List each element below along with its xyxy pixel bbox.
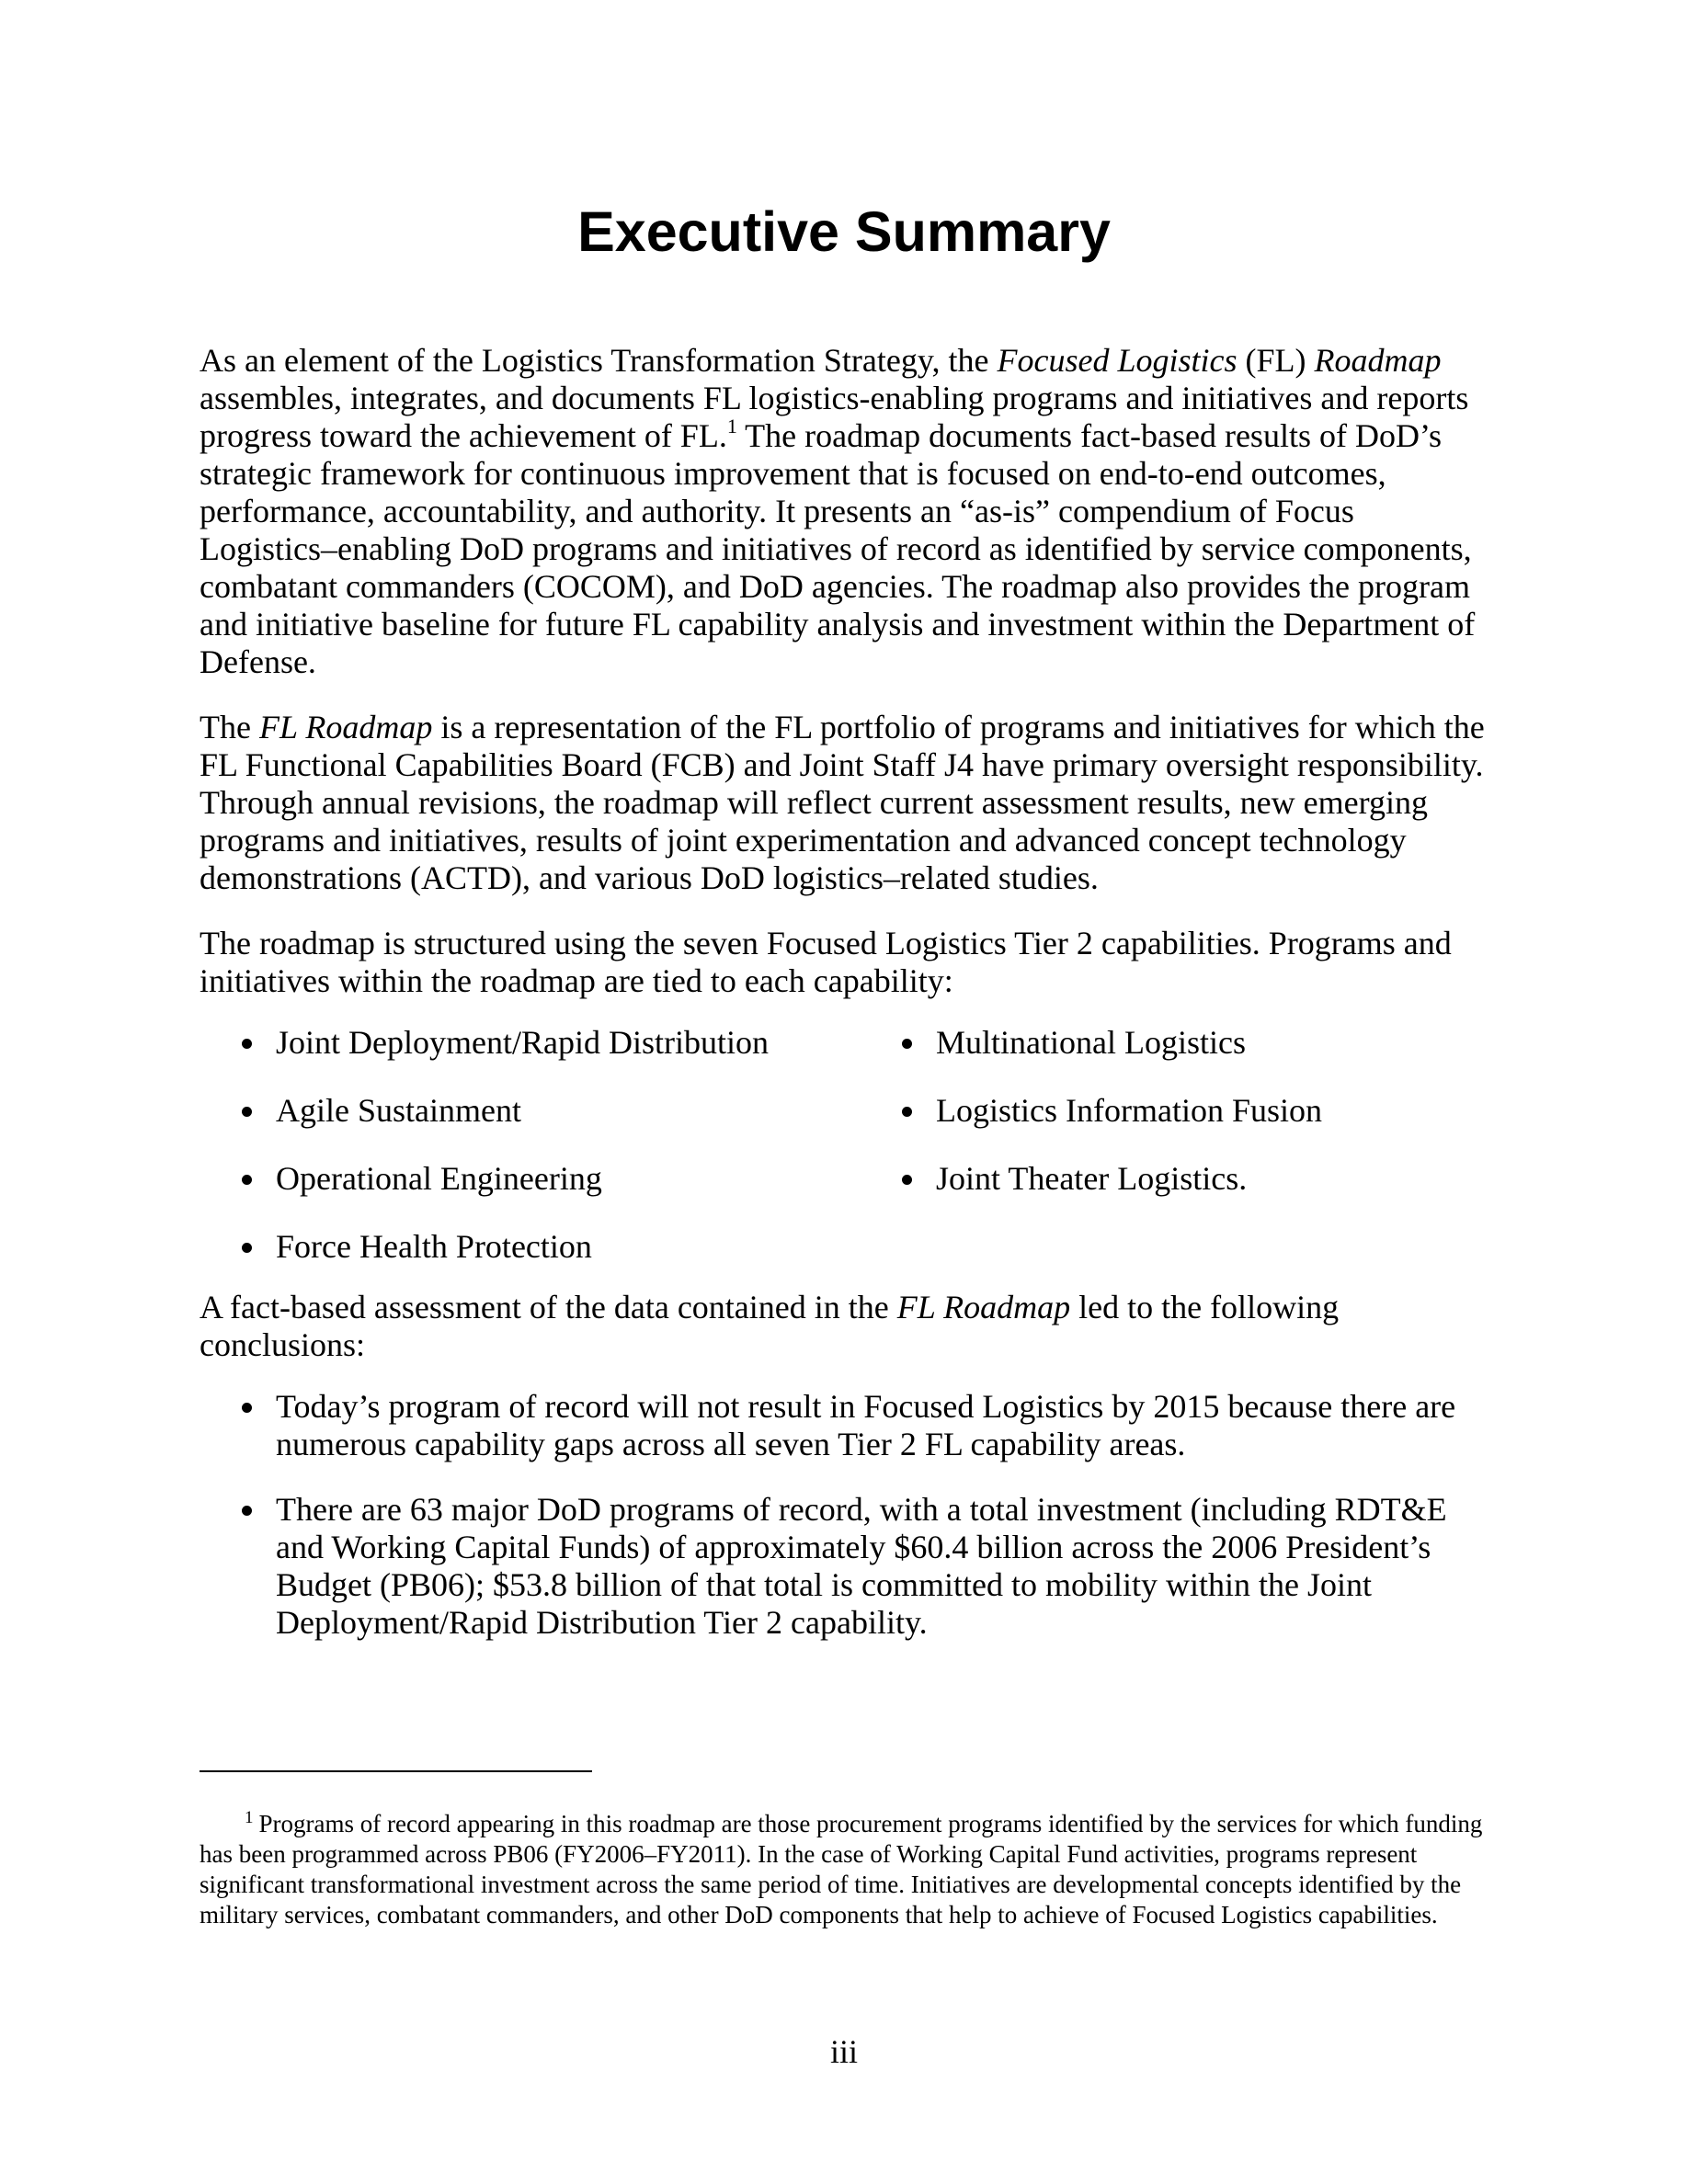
italic-title-roadmap: Roadmap [1314, 342, 1442, 379]
italic-title-fl-roadmap: FL Roadmap [896, 1289, 1071, 1325]
list-item: Joint Theater Logistics. [860, 1160, 1496, 1198]
list-item: Force Health Protection [200, 1228, 860, 1266]
structure-paragraph: The roadmap is structured using the seven Focused Logistics Tier 2 capabilities. Programs and initiatives within the roadmap are tied to each capability: [200, 925, 1452, 999]
footnote-mark: 1 [245, 1808, 254, 1827]
list-item: Agile Sustainment [200, 1092, 860, 1130]
intro-paragraph [200, 342, 1496, 681]
assessment-paragraph [200, 1289, 1496, 1364]
text-run: is a representation of the FL portfolio of programs and initiatives for which the FL Functional Capabilities Board (FCB) and Joint Staff J4 have primary oversight responsibility. Through annual revisions, the roadmap will reflect current assessment results, new emerging programs and initiatives, results of joint experimentation and advanced concept technology demonstrations (ACTD), and various DoD logistics–related studies. [200, 709, 1485, 896]
body-text [200, 342, 1496, 1669]
list-item: Multinational Logistics [860, 1024, 1496, 1062]
text-run: assembles, integrates, and documents FL logistics-enabling programs and initiatives and reports progress toward the achievement of FL. [200, 380, 1469, 454]
text-run: The [200, 709, 259, 745]
text-run: (FL) [1237, 342, 1315, 379]
text-run: The roadmap documents fact-based results of DoD’s strategic framework for continuous improvement that is focused on end-to-end outcomes, performance, accountability, and authority. It presents an “as-is” compendium of Focus Logistics–enabling DoD programs and initiatives of record as identified by service components, combatant commanders (COCOM), and DoD agencies. The roadmap also provides the program and initiative baseline for future FL capability analysis and investment within the Department of Defense. [200, 417, 1476, 680]
conclusions-list [200, 1388, 1496, 1642]
list-item: There are 63 major DoD programs of record, with a total investment (including RDT&E and Working Capital Funds) of approximately $60.4 billion across the 2006 President’s Budget (PB06); $53.8 billion of that total is committed to mobility within the Joint Deployment/Rapid Distribution Tier 2 capability. [200, 1491, 1496, 1642]
list-item: Joint Deployment/Rapid Distribution [200, 1024, 860, 1062]
text-run: led to the following conclusions: [200, 1289, 1340, 1363]
capabilities-list [200, 1024, 1496, 1266]
portfolio-paragraph [200, 709, 1496, 897]
footnote-text: Programs of record appearing in this roadmap are those procurement programs identified by the services for which funding has been programmed across PB06 (FY2006–FY2011). In the case of Working Capital Fund activities, programs represent significant transformational investment across the same period of time. Initiatives are developmental concepts identified by the military services, combatant commanders, and other DoD components that help to achieve of Focused Logistics capabilities. [200, 1810, 1483, 1928]
list-item: Today’s program of record will not result in Focused Logistics by 2015 because there are numerous capability gaps across all seven Tier 2 FL capability areas. [200, 1388, 1496, 1463]
page-title: Executive Summary [577, 200, 1111, 263]
text-run: As an element of the Logistics Transformation Strategy, the [200, 342, 998, 379]
page-number: iii [829, 2033, 858, 2070]
text-run: A fact-based assessment of the data contained in the [200, 1289, 897, 1325]
italic-title-focused-logistics: Focused Logistics [997, 342, 1237, 379]
italic-title-fl-roadmap: FL Roadmap [258, 709, 433, 745]
footnote-divider [200, 1770, 592, 1772]
footnote-reference[interactable]: 1 [726, 415, 737, 438]
list-item: Operational Engineering [200, 1160, 860, 1198]
footnote [200, 1809, 1496, 1930]
list-item: Logistics Information Fusion [860, 1092, 1496, 1130]
